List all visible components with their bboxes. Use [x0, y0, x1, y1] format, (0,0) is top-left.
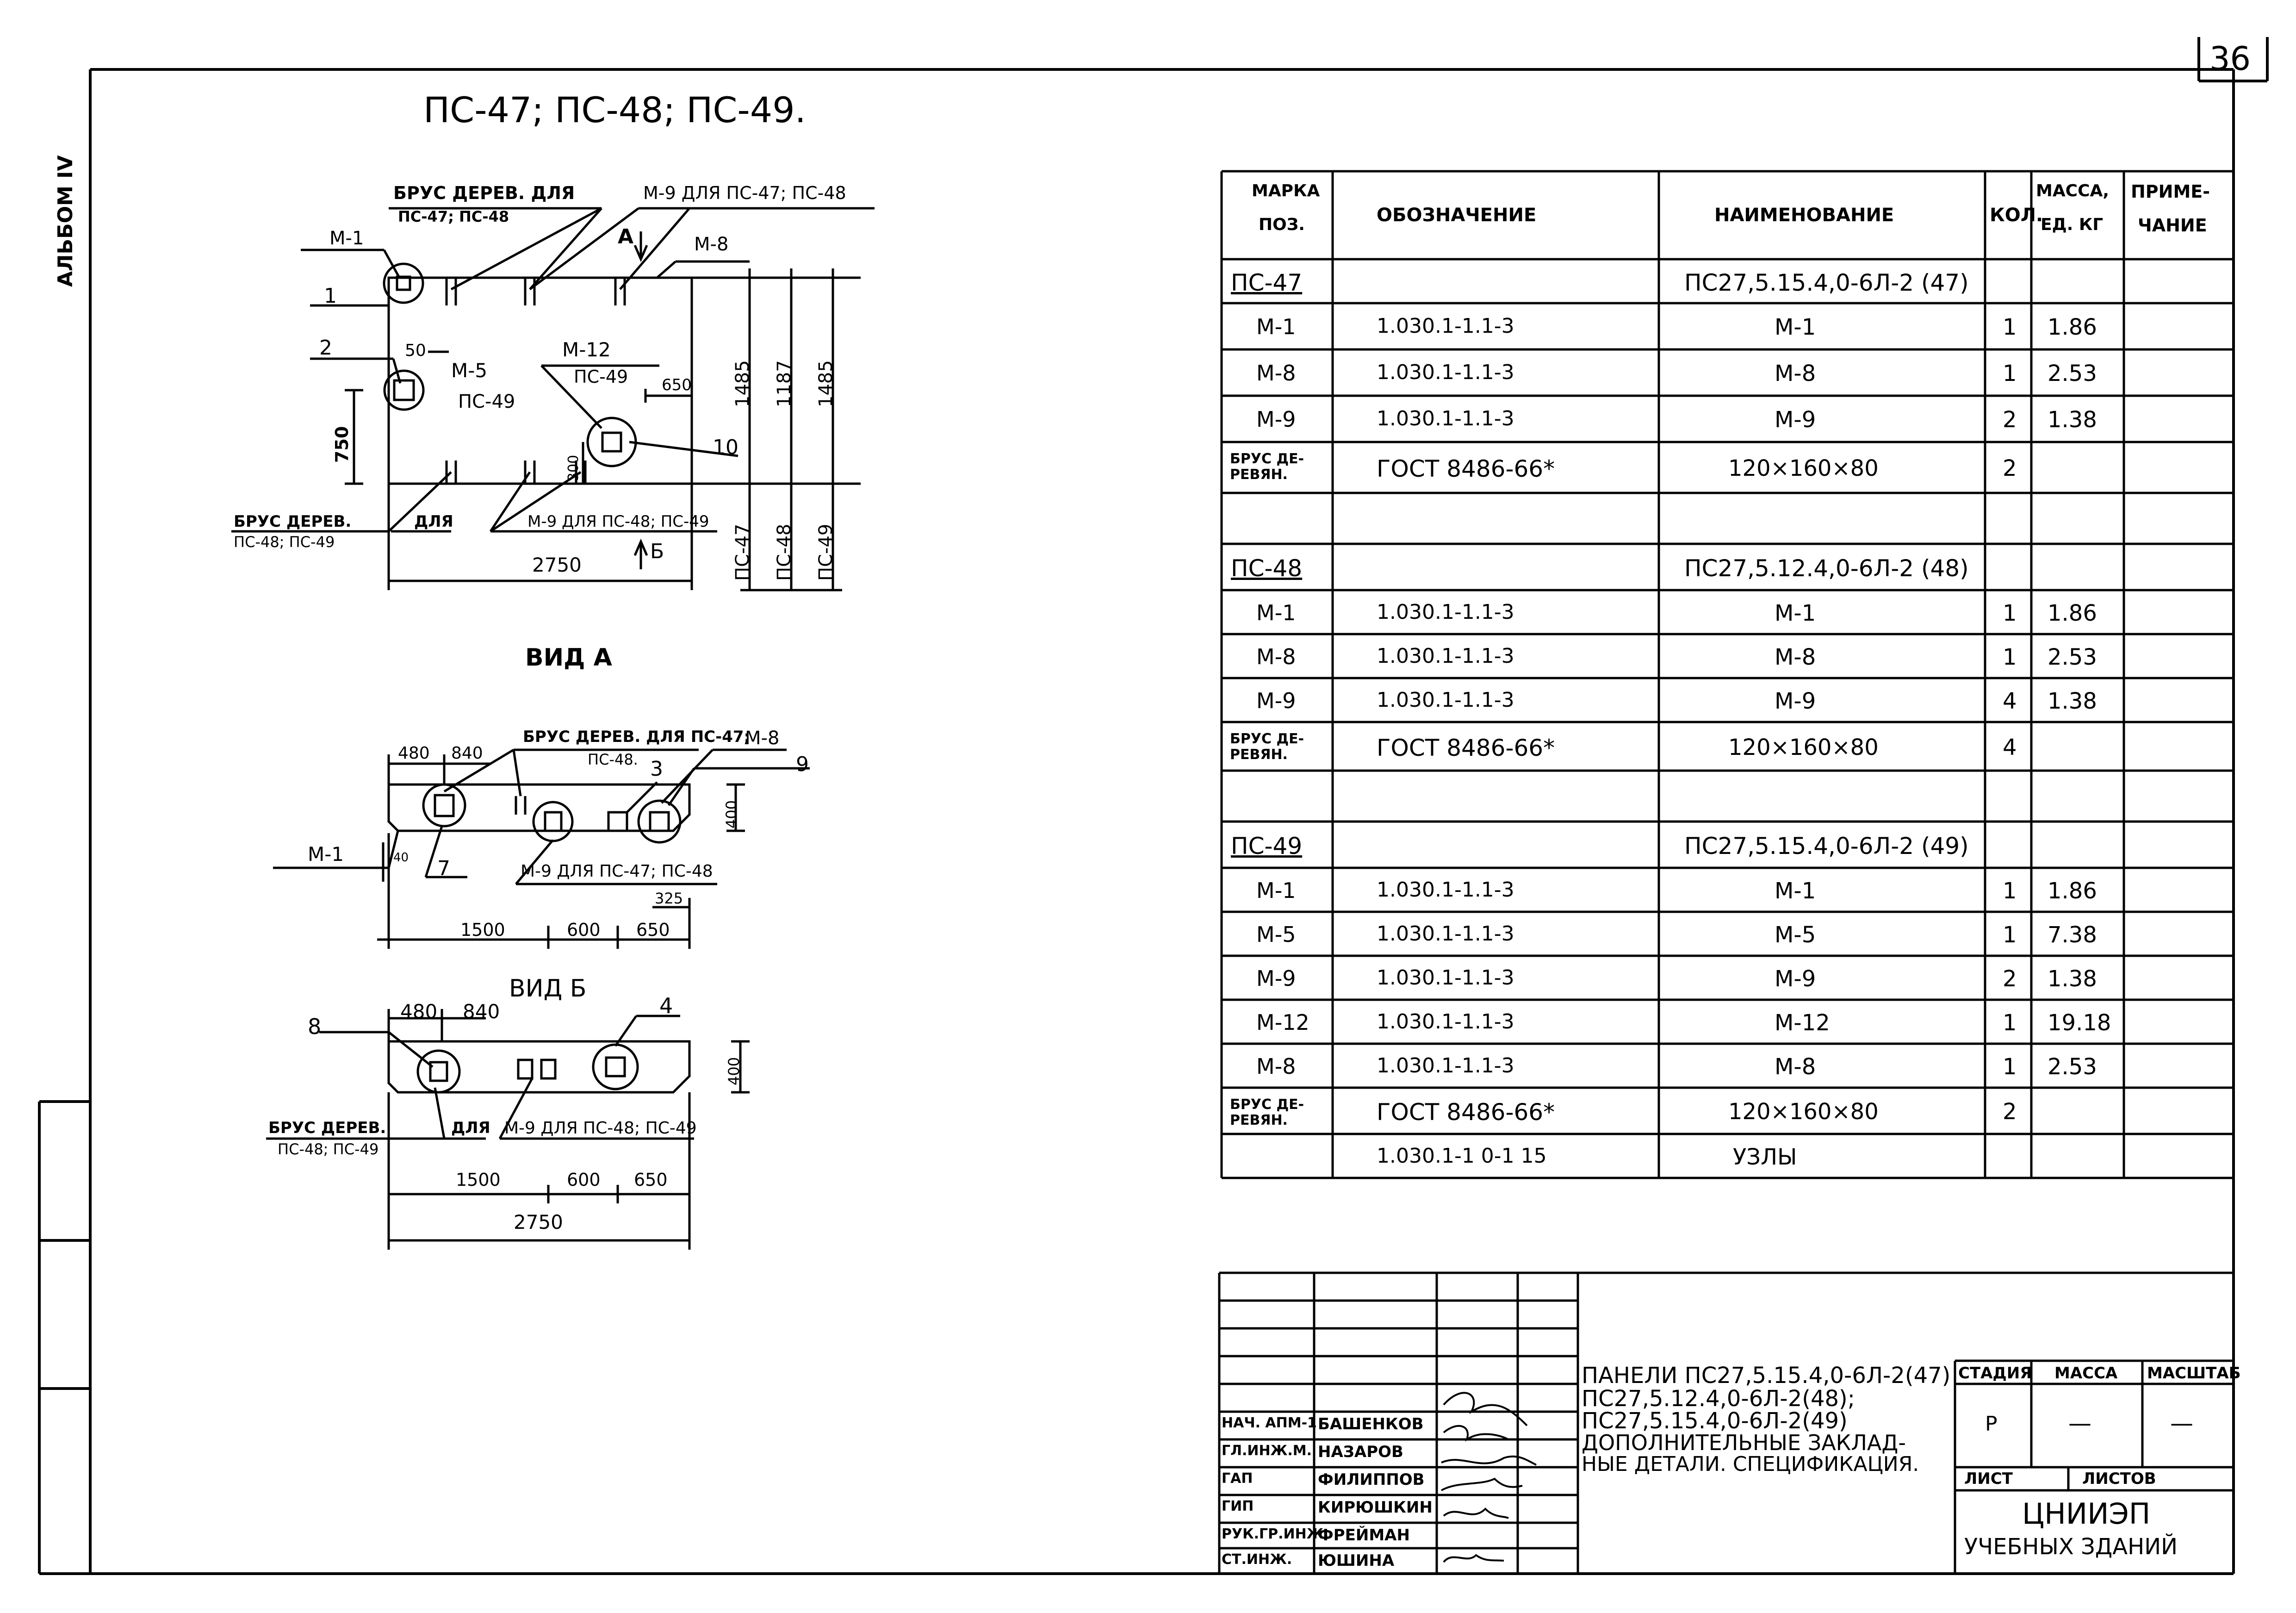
plan-m12-label: М-12: [562, 338, 611, 361]
spec-header-name: НАИМЕНОВАНИЕ: [1714, 205, 1894, 226]
spec-row-qty: 1: [2003, 922, 2017, 948]
spec-row-mark: М-9: [1256, 407, 1296, 432]
signatory-name: БАШЕНКОВ: [1318, 1415, 1424, 1433]
spec-row-mass: 1.86: [2048, 314, 2097, 340]
view-a-dim-600: 600: [567, 920, 601, 940]
title-scale-header: МАСШТАБ: [2147, 1364, 2241, 1383]
title-mass-header: МАССА: [2054, 1364, 2118, 1383]
spec-row-name: М-5: [1775, 922, 1816, 948]
plan-pos-2: 2: [319, 336, 332, 360]
view-a-dim-325: 325: [655, 890, 683, 907]
plan-label-ps49: ПС-49: [815, 523, 837, 581]
spec-row-mark: М-1: [1256, 314, 1296, 339]
signatory-role: НАЧ. АПМ-1: [1222, 1415, 1317, 1431]
spec-row-mark: М-8: [1256, 1053, 1296, 1079]
plan-dim-50: 50: [405, 341, 426, 360]
spec-row-designation: 1.030.1-1.1-3: [1377, 407, 1514, 430]
spec-row-name: 120×160×80: [1728, 455, 1879, 481]
spec-group-name: ПС27,5.15.4,0-6Л-2 (49): [1684, 833, 1969, 859]
plan-label-ps47: ПС-47: [732, 523, 753, 581]
title-description-2: ПС27,5.12.4,0-6Л-2(48);: [1582, 1386, 1855, 1412]
plan-dim-1187: 1187: [774, 360, 795, 407]
spec-row-mark: М-9: [1256, 965, 1296, 991]
signatory-name: ЮШИНА: [1318, 1551, 1395, 1570]
spec-row-mark: М-1: [1256, 878, 1296, 903]
spec-row-designation: ГОСТ 8486-66*: [1377, 455, 1555, 482]
spec-row-qty: 2: [2003, 1099, 2017, 1125]
spec-row-name: М-9: [1775, 407, 1816, 433]
spec-row-mark: М-5: [1256, 922, 1296, 947]
spec-row-qty: 2: [2003, 965, 2017, 992]
view-a-pos-3: 3: [650, 757, 663, 781]
spec-row-mark: БРУС ДЕ-: [1230, 1096, 1304, 1113]
spec-row-mark-2: РЕВЯН.: [1230, 1112, 1288, 1128]
title-org-2: УЧЕБНЫХ ЗДАНИЙ: [1964, 1534, 2178, 1560]
spec-row-qty: 1: [2003, 878, 2017, 904]
spec-row-designation: 1.030.1-1.1-3: [1377, 1009, 1514, 1034]
spec-row-name: М-8: [1775, 1053, 1816, 1080]
view-a-pos-9: 9: [796, 753, 809, 776]
view-b-dim-480: 480: [400, 1000, 438, 1023]
spec-row-designation: ГОСТ 8486-66*: [1377, 734, 1555, 761]
view-a-dim-650: 650: [636, 920, 670, 940]
plan-m12-sub: ПС-49: [574, 367, 628, 387]
spec-row-name: М-12: [1775, 1009, 1830, 1036]
spec-row-name: М-8: [1775, 644, 1816, 670]
spec-row-qty: 4: [2003, 734, 2017, 760]
signature-bashenkov: [1444, 1393, 1527, 1426]
plan-leader-m9-bottom: М-9 ДЛЯ ПС-48; ПС-49: [527, 512, 709, 531]
title-scale-value: —: [2170, 1410, 2193, 1437]
plan-dim-300: 300: [565, 455, 582, 481]
spec-row-designation: 1.030.1-1.1-3: [1377, 644, 1514, 668]
spec-group-mark: ПС-48: [1231, 555, 1303, 582]
spec-row-qty: 2: [2003, 455, 2017, 481]
spec-row-designation: 1.030.1-1.1-3: [1377, 314, 1514, 338]
spec-row-mass: 2.53: [2048, 361, 2097, 386]
plan-leader-m9-top: М-9 ДЛЯ ПС-47; ПС-48: [643, 183, 846, 203]
spec-group-mark: ПС-49: [1231, 833, 1303, 859]
signatory-role: РУК.ГР.ИНЖ.: [1222, 1526, 1329, 1542]
view-a-pos-7: 7: [437, 857, 450, 880]
spec-row-mass: 2.53: [2048, 1053, 2097, 1080]
plan-leader-brus-bottom-2: ПС-48; ПС-49: [234, 533, 335, 551]
signatory-role: ГАП: [1222, 1470, 1253, 1487]
spec-row-mass: 1.38: [2048, 965, 2097, 992]
title-description-1: ПАНЕЛИ ПС27,5.15.4,0-6Л-2(47): [1582, 1363, 1951, 1389]
spec-header-mass-2: ЕД. КГ: [2041, 215, 2104, 234]
spec-group-name: ПС27,5.15.4,0-6Л-2 (47): [1684, 269, 1969, 296]
signatory-name: НАЗАРОВ: [1318, 1443, 1403, 1461]
spec-row-qty: 1: [2003, 1053, 2017, 1080]
spec-row-designation: 1.030.1-1.1-3: [1377, 361, 1514, 384]
spec-header-qty: КОЛ.: [1990, 205, 2043, 226]
view-a-dim-1500: 1500: [460, 920, 505, 940]
spec-row-name: 120×160×80: [1728, 734, 1879, 760]
view-a-title: ВИД А: [525, 644, 612, 672]
plan-dim-650: 650: [662, 376, 692, 394]
spec-row-designation: 1.030.1-1.1-3: [1377, 965, 1514, 990]
signatory-name: ФИЛИППОВ: [1318, 1470, 1425, 1489]
spec-row-mark: БРУС ДЕ-: [1230, 731, 1304, 747]
title-mass-value: —: [2068, 1410, 2091, 1437]
view-a-leader-m9: М-9 ДЛЯ ПС-47; ПС-48: [521, 862, 713, 881]
view-b-dim-400: 400: [725, 1057, 743, 1085]
spec-row-mark: М-9: [1256, 688, 1296, 713]
spec-header-note-2: ЧАНИЕ: [2138, 215, 2207, 236]
spec-header-designation: ОБОЗНАЧЕНИЕ: [1377, 205, 1537, 226]
title-sheets-label: ЛИСТОВ: [2082, 1470, 2156, 1488]
view-b-dim-2750: 2750: [514, 1211, 563, 1233]
spec-row-name: М-8: [1775, 361, 1816, 386]
title-org-1: ЦНИИЭП: [2022, 1497, 2151, 1531]
plan-dim-1485-a: 1485: [732, 360, 753, 407]
spec-row-mark: БРУС ДЕ-: [1230, 451, 1304, 467]
title-description-3: ПС27,5.15.4,0-6Л-2(49): [1582, 1408, 1848, 1434]
view-b-dim-650: 650: [634, 1170, 668, 1190]
spec-row-mark: М-8: [1256, 644, 1296, 669]
signatory-role: СТ.ИНЖ.: [1222, 1551, 1292, 1568]
spec-row-mark-2: РЕВЯН.: [1230, 747, 1288, 763]
spec-row-designation: ГОСТ 8486-66*: [1377, 1099, 1555, 1126]
spec-row-name: 120×160×80: [1728, 1099, 1879, 1125]
view-b-dim-600: 600: [567, 1170, 601, 1190]
view-b-leader-brus-2: ПС-48; ПС-49: [278, 1140, 379, 1158]
plan-m1-label: М-1: [329, 228, 364, 249]
plan-m8-label: М-8: [694, 234, 729, 255]
view-a-m1: М-1: [308, 843, 344, 866]
spec-row-name: М-1: [1775, 314, 1816, 340]
view-a-m8: М-8: [745, 728, 780, 749]
spec-row-mass: 2.53: [2048, 644, 2097, 670]
plan-arrow-b-label: Б: [650, 540, 664, 563]
spec-row-mass: 1.86: [2048, 600, 2097, 626]
view-b-title: ВИД Б: [509, 975, 587, 1003]
spec-row-qty: 1: [2003, 600, 2017, 626]
view-b-dim-840: 840: [463, 1000, 500, 1023]
spec-row-qty: 1: [2003, 644, 2017, 670]
view-b-pos-4: 4: [659, 993, 673, 1018]
view-a-leader-brus: БРУС ДЕРЕВ. ДЛЯ ПС-47;: [523, 728, 751, 746]
spec-row-name: М-1: [1775, 600, 1816, 626]
spec-row-qty: 1: [2003, 1009, 2017, 1036]
plan-pos-10: 10: [713, 436, 738, 459]
signatory-role: ГИП: [1222, 1498, 1254, 1514]
view-b-dim-1500: 1500: [456, 1170, 501, 1190]
title-description-4: ДОПОЛНИТЕЛЬНЫЕ ЗАКЛАД-: [1582, 1430, 1906, 1455]
plan-dim-1485-b: 1485: [815, 360, 837, 407]
drawing-title: ПС-47; ПС-48; ПС-49.: [423, 89, 806, 131]
spec-header-mark: МАРКА: [1252, 181, 1320, 200]
spec-row-designation: 1.030.1-1.1-3: [1377, 688, 1514, 712]
album-label: АЛЬБОМ IV: [54, 155, 77, 287]
plan-pos-1: 1: [324, 284, 337, 308]
spec-row-mass: 1.38: [2048, 407, 2097, 433]
spec-row-mass: 19.18: [2048, 1009, 2111, 1036]
spec-row-qty: 4: [2003, 688, 2017, 714]
spec-group-mark: ПС-47: [1231, 269, 1303, 296]
spec-row-mark: М-12: [1256, 1009, 1309, 1035]
view-a-dim-40: 40: [393, 851, 409, 865]
spec-row-name: М-9: [1775, 965, 1816, 992]
plan-label-ps48: ПС-48: [774, 523, 795, 581]
sheet-number: 36: [2209, 40, 2251, 78]
view-a-dim-480: 480: [398, 744, 430, 763]
spec-header-mark-2: ПОЗ.: [1259, 215, 1305, 234]
spec-row-name: УЗЛЫ: [1733, 1144, 1797, 1170]
spec-row-mass: 1.86: [2048, 878, 2097, 904]
view-b-leader-dla: ДЛЯ: [451, 1119, 490, 1137]
spec-row-qty: 2: [2003, 407, 2017, 433]
spec-row-designation: 1.030.1-1.1-3: [1377, 922, 1514, 946]
spec-row-designation: 1.030.1-1.1-3: [1377, 1053, 1514, 1077]
view-b-leader-m9: М-9 ДЛЯ ПС-48; ПС-49: [504, 1119, 697, 1138]
spec-row-qty: 1: [2003, 361, 2017, 386]
spec-header-mass: МАССА,: [2036, 181, 2110, 200]
view-a-dim-400: 400: [723, 800, 740, 828]
view-a-dim-840: 840: [451, 744, 483, 763]
signatory-role: ГЛ.ИНЖ.М.: [1222, 1443, 1312, 1459]
view-b-pos-8: 8: [308, 1014, 322, 1039]
view-a-leader-brus-2: ПС-48.: [588, 751, 638, 768]
plan-arrow-a-label: А: [618, 225, 634, 249]
plan-dim-2750: 2750: [532, 554, 582, 576]
spec-row-mass: 1.38: [2048, 688, 2097, 714]
plan-leader-dla: ДЛЯ: [414, 512, 453, 531]
spec-row-mark-2: РЕВЯН.: [1230, 467, 1288, 483]
plan-m5-label: М-5: [451, 359, 488, 382]
spec-row-qty: 1: [2003, 314, 2017, 340]
spec-row-mark: М-8: [1256, 361, 1296, 386]
plan-leader-brus-bottom: БРУС ДЕРЕВ.: [234, 512, 352, 531]
view-b-leader-brus: БРУС ДЕРЕВ.: [268, 1119, 386, 1137]
plan-m5-sub: ПС-49: [458, 391, 515, 412]
spec-row-mass: 7.38: [2048, 922, 2097, 948]
signatory-name: КИРЮШКИН: [1318, 1498, 1433, 1517]
spec-header-note: ПРИМЕ-: [2131, 181, 2210, 202]
title-sheet-label: ЛИСТ: [1964, 1470, 2013, 1488]
title-stage-header: СТАДИЯ: [1958, 1364, 2032, 1383]
spec-group-name: ПС27,5.12.4,0-6Л-2 (48): [1684, 555, 1969, 582]
spec-row-name: М-9: [1775, 688, 1816, 714]
title-description-5: НЫЕ ДЕТАЛИ. СПЕЦИФИКАЦИЯ.: [1582, 1452, 1919, 1476]
plan-leader-brus-top: БРУС ДЕРЕВ. ДЛЯ: [393, 183, 575, 203]
spec-row-designation: 1.030.1-1.1-3: [1377, 600, 1514, 624]
spec-row-designation: 1.030.1-1 0-1 15: [1377, 1144, 1547, 1168]
spec-row-mark: М-1: [1256, 600, 1296, 625]
title-stage-value: Р: [1985, 1412, 1998, 1436]
spec-row-name: М-1: [1775, 878, 1816, 904]
signatory-name: ФРЕЙМАН: [1318, 1526, 1410, 1544]
spec-row-designation: 1.030.1-1.1-3: [1377, 878, 1514, 902]
plan-dim-750: 750: [332, 426, 352, 463]
plan-leader-brus-top-2: ПС-47; ПС-48: [398, 208, 509, 225]
